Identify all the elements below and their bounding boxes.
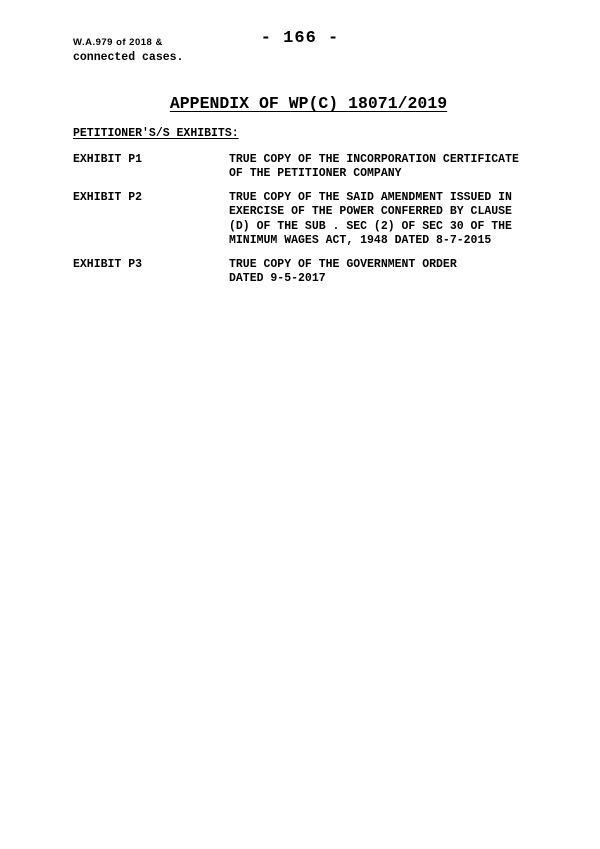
appendix-title: APPENDIX OF WP(C) 18071/2019	[169, 94, 448, 113]
case-reference: W.A.979 of 2018 &	[73, 37, 163, 48]
section-heading: PETITIONER'S/S EXHIBITS:	[73, 127, 239, 140]
page-number: - 166 -	[260, 29, 340, 48]
exhibit-description: TRUE COPY OF THE GOVERNMENT ORDER DATED 9-5-2017	[229, 258, 457, 286]
exhibit-label: EXHIBIT P2	[73, 191, 143, 204]
exhibit-label: EXHIBIT P1	[73, 153, 143, 166]
exhibit-description: TRUE COPY OF THE INCORPORATION CERTIFICATE OF THE PETITIONER COMPANY	[229, 153, 519, 181]
exhibit-label: EXHIBIT P3	[73, 258, 143, 271]
case-reference-subtitle: connected cases.	[73, 51, 184, 64]
exhibit-description: TRUE COPY OF THE SAID AMENDMENT ISSUED IN EXERCISE OF THE POWER CONFERRED BY CLAUSE (D) OF THE SUB . SEC (2) OF SEC 30 OF THE MINIMUM WAGES ACT, 1948 DATED 8-7-2015	[229, 191, 512, 247]
